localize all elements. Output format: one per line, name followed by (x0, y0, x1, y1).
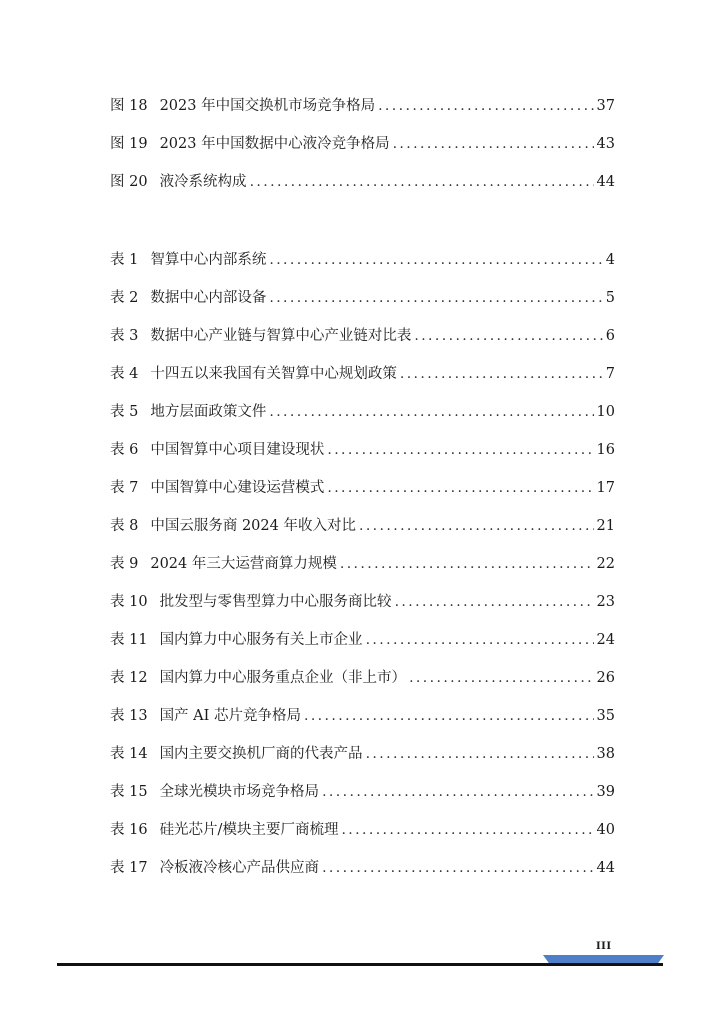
entry-title: 十四五以来我国有关智算中心规划政策 (150, 366, 397, 382)
table-entry[interactable] (110, 550, 615, 588)
entry-page-number: 26 (596, 670, 615, 686)
dot-leader (359, 512, 594, 540)
entry-page-number: 17 (596, 480, 615, 496)
dot-leader (269, 246, 602, 274)
entry-page-number: 7 (605, 366, 615, 382)
dot-leader (414, 322, 602, 350)
entry-title: 数据中心产业链与智算中心产业链对比表 (150, 328, 412, 344)
entry-title: 国内算力中心服务有关上市企业 (159, 632, 363, 648)
entry-label: 表 10 (110, 594, 148, 610)
dot-leader (304, 702, 594, 730)
entry-title: 2024 年三大运营商算力规模 (150, 556, 337, 572)
entry-title: 2023 年中国交换机市场竞争格局 (159, 98, 376, 114)
entry-title: 全球光模块市场竞争格局 (159, 784, 320, 800)
dot-leader (269, 398, 593, 426)
entry-title: 硅光芯片/模块主要厂商梳理 (159, 822, 339, 838)
entry-label: 表 11 (110, 632, 148, 648)
entry-title: 国产 AI 芯片竞争格局 (159, 708, 301, 724)
entry-title: 中国云服务商 2024 年收入对比 (150, 518, 356, 534)
table-entry[interactable] (110, 778, 615, 816)
dot-leader (378, 92, 593, 120)
entry-label: 表 2 (110, 290, 139, 306)
entry-title: 地方层面政策文件 (150, 404, 267, 420)
entry-page-number: 44 (596, 174, 615, 190)
entry-title: 数据中心内部设备 (150, 290, 267, 306)
dot-leader (322, 778, 593, 806)
entry-label: 表 7 (110, 480, 139, 496)
entry-page-number: 44 (596, 860, 615, 876)
entry-title: 国内算力中心服务重点企业（非上市） (159, 670, 407, 686)
table-entry[interactable] (110, 816, 615, 854)
entry-page-number: 35 (596, 708, 615, 724)
dot-leader (327, 436, 593, 464)
entry-label: 表 17 (110, 860, 148, 876)
figure-index-list (110, 92, 615, 206)
entry-page-number: 22 (596, 556, 615, 572)
entry-label: 表 14 (110, 746, 148, 762)
table-entry[interactable] (110, 740, 615, 778)
table-entry[interactable] (110, 854, 615, 892)
entry-title: 批发型与零售型算力中心服务商比较 (159, 594, 392, 610)
footer-page-number: III (596, 941, 612, 952)
entry-page-number: 23 (596, 594, 615, 610)
figure-entry[interactable] (110, 168, 615, 206)
entry-label: 表 12 (110, 670, 148, 686)
entry-label: 图 18 (110, 98, 148, 114)
entry-page-number: 38 (596, 746, 615, 762)
entry-label: 表 16 (110, 822, 148, 838)
table-entry[interactable] (110, 702, 615, 740)
entry-label: 表 4 (110, 366, 139, 382)
entry-page-number: 6 (605, 328, 615, 344)
entry-title: 冷板液冷核心产品供应商 (159, 860, 320, 876)
dot-leader (366, 740, 594, 768)
dot-leader (400, 360, 603, 388)
entry-page-number: 40 (596, 822, 615, 838)
table-entry[interactable] (110, 474, 615, 512)
dot-leader (395, 588, 594, 616)
table-entry[interactable] (110, 360, 615, 398)
table-entry[interactable] (110, 626, 615, 664)
dot-leader (393, 130, 594, 158)
entry-title: 智算中心内部系统 (150, 252, 267, 268)
entry-page-number: 37 (596, 98, 615, 114)
entry-label: 表 6 (110, 442, 139, 458)
entry-page-number: 4 (605, 252, 615, 268)
dot-leader (366, 626, 594, 654)
table-index-list (110, 246, 615, 892)
entry-title: 中国智算中心建设运营模式 (150, 480, 325, 496)
entry-label: 表 5 (110, 404, 139, 420)
entry-label: 图 20 (110, 174, 148, 190)
entry-title: 2023 年中国数据中心液冷竞争格局 (159, 136, 390, 152)
entry-label: 表 13 (110, 708, 148, 724)
entry-page-number: 39 (596, 784, 615, 800)
entry-title: 国内主要交换机厂商的代表产品 (159, 746, 363, 762)
figure-entry[interactable] (110, 130, 615, 168)
entry-label: 图 19 (110, 136, 148, 152)
entry-title: 液冷系统构成 (159, 174, 247, 190)
entry-label: 表 15 (110, 784, 148, 800)
dot-leader (269, 284, 602, 312)
table-entry[interactable] (110, 436, 615, 474)
table-entry[interactable] (110, 664, 615, 702)
entry-label: 表 1 (110, 252, 139, 268)
entry-page-number: 43 (596, 136, 615, 152)
entry-page-number: 5 (605, 290, 615, 306)
table-entry[interactable] (110, 322, 615, 360)
dot-leader (327, 474, 593, 502)
table-entry[interactable] (110, 398, 615, 436)
dot-leader (341, 816, 593, 844)
dot-leader (250, 168, 594, 196)
dot-leader (409, 664, 593, 692)
dot-leader (322, 854, 593, 882)
entry-label: 表 3 (110, 328, 139, 344)
entry-label: 表 9 (110, 556, 139, 572)
table-entry[interactable] (110, 246, 615, 284)
table-entry[interactable] (110, 512, 615, 550)
table-entry[interactable] (110, 588, 615, 626)
footer-rule (57, 963, 663, 966)
table-entry[interactable] (110, 284, 615, 322)
entry-title: 中国智算中心项目建设现状 (150, 442, 325, 458)
entry-label: 表 8 (110, 518, 139, 534)
dot-leader (340, 550, 594, 578)
figure-entry[interactable] (110, 92, 615, 130)
entry-page-number: 16 (596, 442, 615, 458)
entry-page-number: 24 (596, 632, 615, 648)
entry-page-number: 21 (596, 518, 615, 534)
entry-page-number: 10 (596, 404, 615, 420)
